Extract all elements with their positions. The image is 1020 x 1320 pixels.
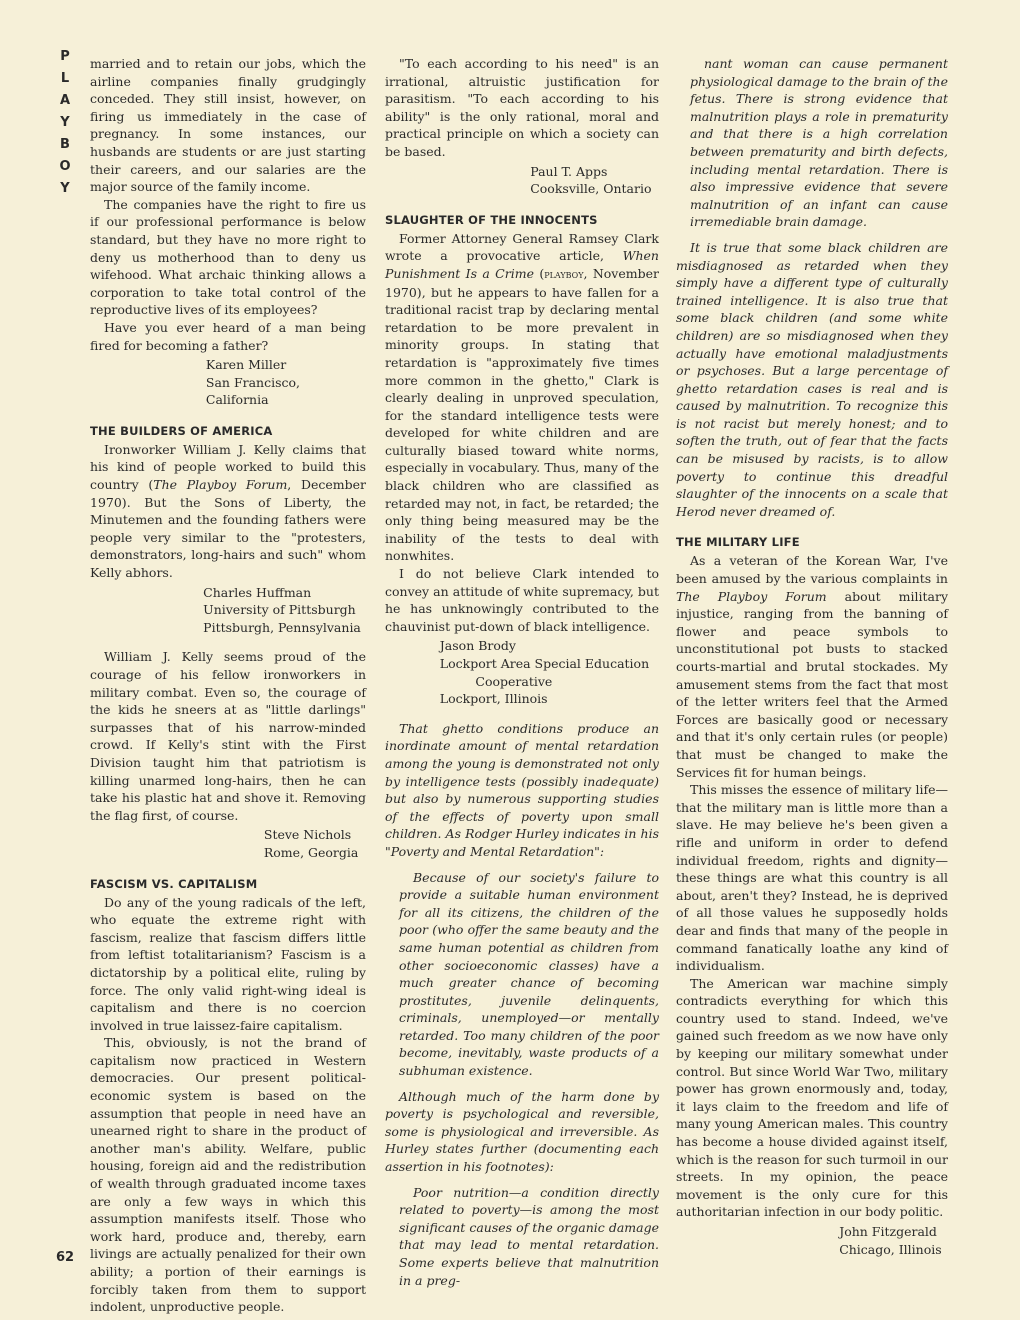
paragraph: nant woman can cause permanent physiological damage to the brain of the fetus. There is strong evidence that malnutrition plays a role in prematurity and that there is a high correlation between prematurity and birth defects, including mental retardation. There is also impressive evidence that severe malnutrition of an infant can cause irremediable brain damage. xyxy=(690,56,948,230)
paragraph: Former Attorney General Ramsey Clark wrote a provocative article, When Punishment Is a Crime (playboy, November 1970), but he appears to have fallen for a traditional racist trap by declaring mental retardation to be more prevalent in minority groups. In stating that retardation is "approximately five times more common in the ghetto," Clark is clearly dealing in unproved speculation, for the standard intelligence tests were developed for white children and are culturally biased toward white norms, especially in vocabulary. Thus, many of the black children who are classified as retarded may not, in fact, be retarded; the only thing being measured may be the inability of the tests to deal with nonwhites. xyxy=(385,230,659,564)
magazine-name: playboy xyxy=(544,267,584,281)
paragraph: This misses the essence of military life—that the military man is little more than a slave. He may believe he's been given a rifle and uniform in order to defend individual freedom, rights and dignity—these things are what this country is all about, aren't they? Instead, he is deprived of all those values he supposedly holds dear and finds that many of the people in command fanatically loathe any kind of individualism. xyxy=(676,782,948,974)
paragraph: The companies have the right to fire us if our professional performance is below standard, but they have no more right to deny us motherhood than to deny us wifehood. What archaic thinking allows a corporation to take total control of the reproductive lives of its employees? xyxy=(90,196,366,318)
paragraph: Do any of the young radicals of the left, who equate the extreme right with fascism, realize that fascism differs little from leftist totalitarianism? Fascism is a dictatorship by a political elite, ruling by force. The only valid right-wing ideal is capitalism and there is no coercion involved in true laissez-faire capitalism. xyxy=(90,894,366,1033)
signature-org: Cooperative xyxy=(475,673,553,689)
page-number: 62 xyxy=(56,1250,75,1265)
block-quote xyxy=(385,1184,659,1290)
paragraph: I do not believe Clark intended to convey an attitude of white supremacy, but he has unknowingly contributed to the chauvinist put-down of black intelligence. xyxy=(385,566,659,634)
masthead-letter: A xyxy=(59,93,71,108)
article-title: When Punishment Is a Crime xyxy=(385,248,659,281)
letter-signature xyxy=(385,637,659,707)
paragraph: Although much of the harm done by poverty is psychological and reversible, some is physiological and irreversible. As Hurley states further (documenting each assertion in his footnotes): xyxy=(385,1088,659,1175)
signature-name: Steve Nichols xyxy=(263,827,352,843)
section-heading: SLAUGHTER OF THE INNOCENTS xyxy=(385,212,598,227)
section-heading: THE MILITARY LIFE xyxy=(676,535,800,550)
masthead-letter: Y xyxy=(60,115,70,130)
publication-title: The Playboy Forum xyxy=(153,477,288,493)
paragraph: Because of our society's failure to provide a suitable human environment for all its citizens, the children of the poor (who offer the same beauty and the same human potential as children from other socioeconomic classes) have a much greater chance of becoming prostitutes, juvenile delinquents, criminals, unemployed—or mentally retarded. Too many children of the poor become, inevitably, waste products of a subhuman existence. xyxy=(399,869,659,1079)
paragraph: William J. Kelly seems proud of the courage of his fellow ironworkers in military combat. Even so, the courage of the kids he sneers at as "little darlings" surpasses that of his narrow-minded crowd. If Kelly's stint with the First Division taught him that patriotism is killing unarmed long-hairs, then he can take his plastic hat and shove it. Removing the flag first, of course. xyxy=(90,649,366,823)
paragraph: The American war machine simply contradicts everything for which this country used to stand. Indeed, we've gained such freedom as we now have only by keeping our military somewhat under control. But since World War Two, military power has grown enormously and, today, it lays claim to the freedom and life of many young American males. This country has become a house divided against itself, which is the reason for such turmoil in our streets. In my opinion, the peace movement is the only cure for this authoritarian infection in our body politic. xyxy=(676,975,948,1220)
publication-title: The Playboy Forum xyxy=(676,588,827,604)
text-column-3 xyxy=(676,55,948,1270)
block-quote xyxy=(385,869,659,1080)
letter-signature xyxy=(90,584,366,637)
masthead-letter: P xyxy=(60,49,70,64)
letter-signature xyxy=(90,826,366,861)
letter-signature xyxy=(90,356,366,409)
magazine-masthead-vertical xyxy=(56,46,74,200)
paragraph: Poor nutrition—a condition directly related to poverty—is among the most significant causes of the organic damage that may lead to mental retardation. Some experts believe that malnutrition in a preg- xyxy=(399,1184,659,1288)
editor-reply-continued xyxy=(676,55,948,520)
paragraph: Have you ever heard of a man being fired for becoming a father? xyxy=(90,319,366,353)
signature-place: Rome, Georgia xyxy=(263,844,359,860)
text-column-2 xyxy=(385,55,659,1297)
text-column-1 xyxy=(90,55,366,1316)
paragraph: married and to retain our jobs, which the airline companies finally grudgingly conceded. They still insist, however, on firing us immediately in the case of pregnancy. In some instances, our husbands are students or are just starting their careers, and our salaries are the major source of the family income. xyxy=(90,56,366,195)
signature-place: Pittsburgh, Pennsylvania xyxy=(203,619,361,635)
paragraph: It is true that some black children are misdiagnosed as retarded when they simply have a different type of culturally trained intelligence. It is also true that some black children (and some white children) are so misdiagnosed when they actually have emotional maladjustments or psychoses. But a large percentage of ghetto retardation cases is real and is caused by malnutrition. To recognize this is not racist but merely honest; and to soften the truth, out of fear that the facts can be misused by racists, is to allow poverty to continue this dreadful slaughter of the innocents on a scale that Herod never dreamed of. xyxy=(676,239,948,519)
signature-name: Jason Brody xyxy=(439,638,516,654)
signature-place: San Francisco, California xyxy=(205,374,301,408)
signature-org: Lockport Area Special Education xyxy=(439,656,650,671)
masthead-letter: L xyxy=(60,71,70,86)
signature-org: University of Pittsburgh xyxy=(203,602,356,618)
signature-place: Cooksville, Ontario xyxy=(530,181,652,197)
paragraph: Ironworker William J. Kelly claims that his kind of people worked to build this country (The Playboy Forum, December 1970). But the Sons of Liberty, the Minutemen and the founding fathers were people very similar to the "protesters, demonstrators, long-hairs and such" whom Kelly abhors. xyxy=(90,441,366,581)
paragraph: "To each according to his need" is an irrational, altruistic justification for parasitism. "To each according to his ability" is the only rational, moral and practical principle on which a society can be based. xyxy=(385,56,659,159)
signature-place: Lockport, Illinois xyxy=(439,691,548,707)
letter-signature xyxy=(385,163,659,198)
masthead-letter: Y xyxy=(60,181,70,196)
paragraph: As a veteran of the Korean War, I've been amused by the various complaints in The Playboy Forum about military injustice, ranging from the banning of flower and peace symbols to unconstitutional pot busts to stacked courts-martial and brutal stockades. My amusement stems from the fact that most of the letter writers feel that the Armed Forces are basically good or necessary and that it's only certain rules (or people) that must be changed to make the Services fit for human beings. xyxy=(676,553,948,780)
signature-name: Charles Huffman xyxy=(203,584,312,600)
editor-reply xyxy=(385,720,659,1289)
signature-place: Chicago, Illinois xyxy=(839,1241,942,1257)
block-quote xyxy=(676,55,948,231)
section-heading: FASCISM VS. CAPITALISM xyxy=(90,876,258,891)
letter-signature xyxy=(676,1223,948,1258)
signature-name: Paul T. Apps xyxy=(530,163,608,179)
section-heading: THE BUILDERS OF AMERICA xyxy=(90,423,273,438)
masthead-letter: O xyxy=(59,159,71,174)
paragraph: This, obviously, is not the brand of capitalism now practiced in Western democracies. Our present political-economic system is based on the assumption that people in need have an unearned right to share in the product of another man's ability. Welfare, public housing, foreign aid and the redistribution of wealth through graduated income taxes are only a few ways in which this assumption manifests itself. Those who work hard, produce and, thereby, earn livings are actually penalized for their own ability; a portion of their earnings is forcibly taken from them to support indolent, unproductive people. xyxy=(90,1035,366,1315)
signature-name: John Fitzgerald xyxy=(839,1224,937,1239)
paragraph: That ghetto conditions produce an inordinate amount of mental retardation among the young is demonstrated not only by intelligence tests (possibly inadequate) but also by numerous supporting studies of the effects of poverty upon small children. As Rodger Hurley indicates in his "Poverty and Mental Retardation": xyxy=(385,720,659,859)
masthead-letter: B xyxy=(60,137,70,152)
signature-name: Karen Miller xyxy=(205,357,287,373)
